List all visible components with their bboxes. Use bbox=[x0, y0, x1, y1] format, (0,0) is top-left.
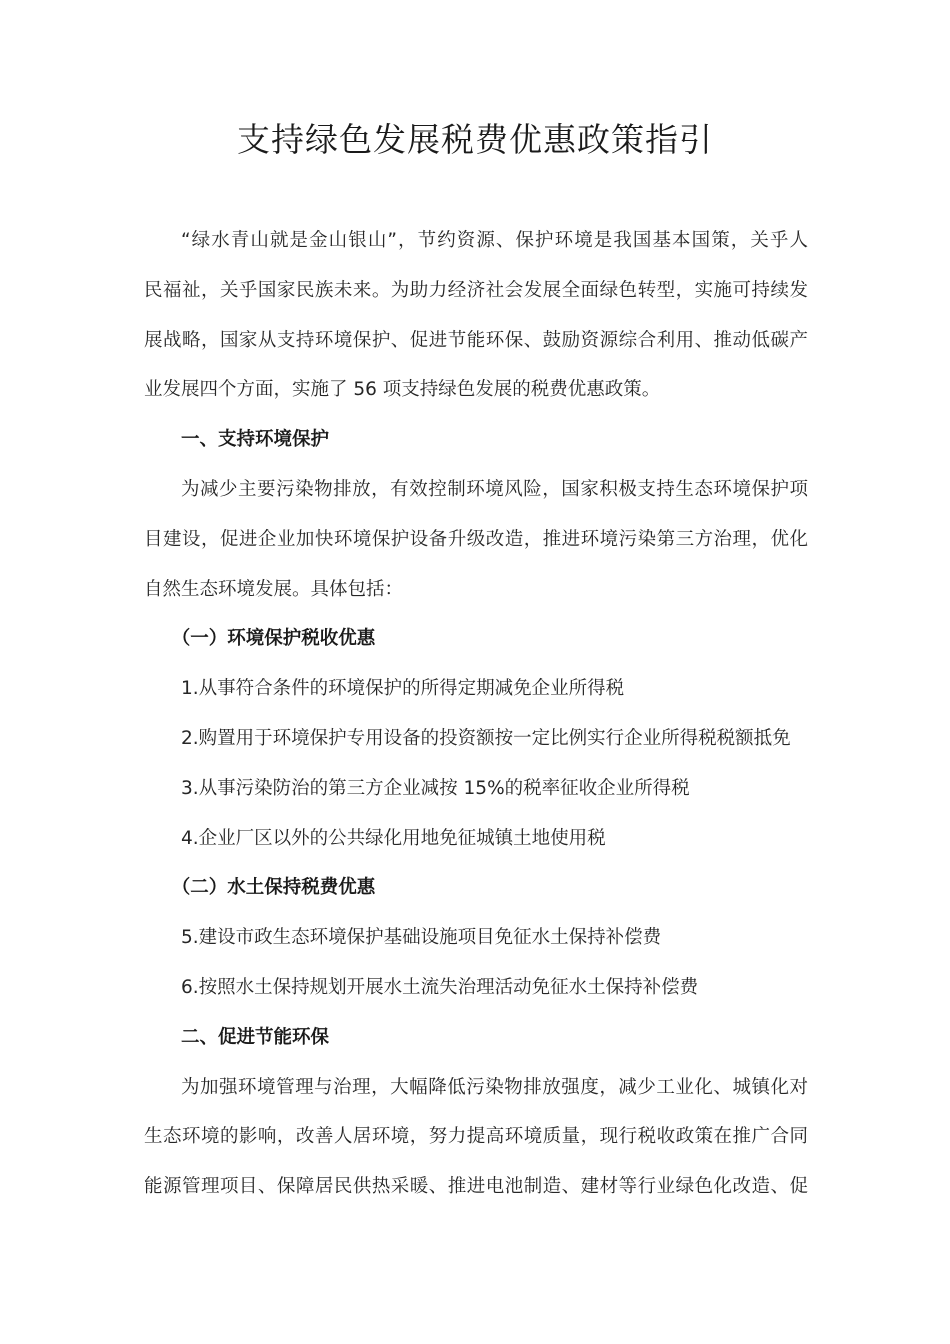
section2-paragraph bbox=[144, 1063, 808, 1212]
section1-paragraph bbox=[144, 465, 808, 614]
policy-item: 1.从事符合条件的环境保护的所得定期减免企业所得税 bbox=[181, 678, 625, 700]
section2-line: 能源管理项目、保障居民供热采暖、推进电池制造、建材等行业绿色化改造、促 bbox=[144, 1176, 808, 1198]
document-body bbox=[144, 216, 808, 1212]
subsection-heading-environment-tax: （一）环境保护税收优惠 bbox=[171, 628, 376, 650]
section-heading-environment: 一、支持环境保护 bbox=[181, 429, 330, 451]
section1-line: 目建设，促进企业加快环境保护设备升级改造，推进环境污染第三方治理，优化 bbox=[144, 528, 808, 550]
policy-item: 4.企业厂区以外的公共绿化用地免征城镇土地使用税 bbox=[181, 827, 606, 849]
policy-item: 6.按照水土保持规划开展水土流失治理活动免征水土保持补偿费 bbox=[181, 976, 699, 998]
intro-line: 民福祉，关乎国家民族未来。为助力经济社会发展全面绿色转型，实施可持续发 bbox=[144, 279, 808, 301]
intro-paragraph bbox=[144, 216, 808, 415]
policy-item: 2.购置用于环境保护专用设备的投资额按一定比例实行企业所得税税额抵免 bbox=[181, 727, 791, 749]
document-title: 支持绿色发展税费优惠政策指引 bbox=[237, 120, 713, 159]
section2-line: 为加强环境管理与治理，大幅降低污染物排放强度，减少工业化、城镇化对 bbox=[181, 1076, 808, 1098]
policy-item: 5.建设市政生态环境保护基础设施项目免征水土保持补偿费 bbox=[181, 927, 662, 949]
subsection-heading-soil-conservation: （二）水土保持税费优惠 bbox=[171, 877, 376, 899]
section1-line: 为减少主要污染物排放，有效控制环境风险，国家积极支持生态环境保护项 bbox=[181, 478, 808, 500]
intro-line: 业发展四个方面，实施了 56 项支持绿色发展的税费优惠政策。 bbox=[144, 379, 661, 401]
policy-item: 3.从事污染防治的第三方企业减按 15%的税率征收企业所得税 bbox=[181, 777, 690, 799]
intro-line: 展战略，国家从支持环境保护、促进节能环保、鼓励资源综合利用、推动低碳产 bbox=[144, 329, 808, 351]
section1-line: 自然生态环境发展。具体包括： bbox=[144, 578, 404, 600]
section2-line: 生态环境的影响，改善人居环境，努力提高环境质量，现行税收政策在推广合同 bbox=[144, 1126, 808, 1148]
intro-line: “绿水青山就是金山银山”，节约资源、保护环境是我国基本国策，关乎人 bbox=[181, 230, 808, 251]
section-heading-energy-saving: 二、促进节能环保 bbox=[181, 1026, 330, 1048]
